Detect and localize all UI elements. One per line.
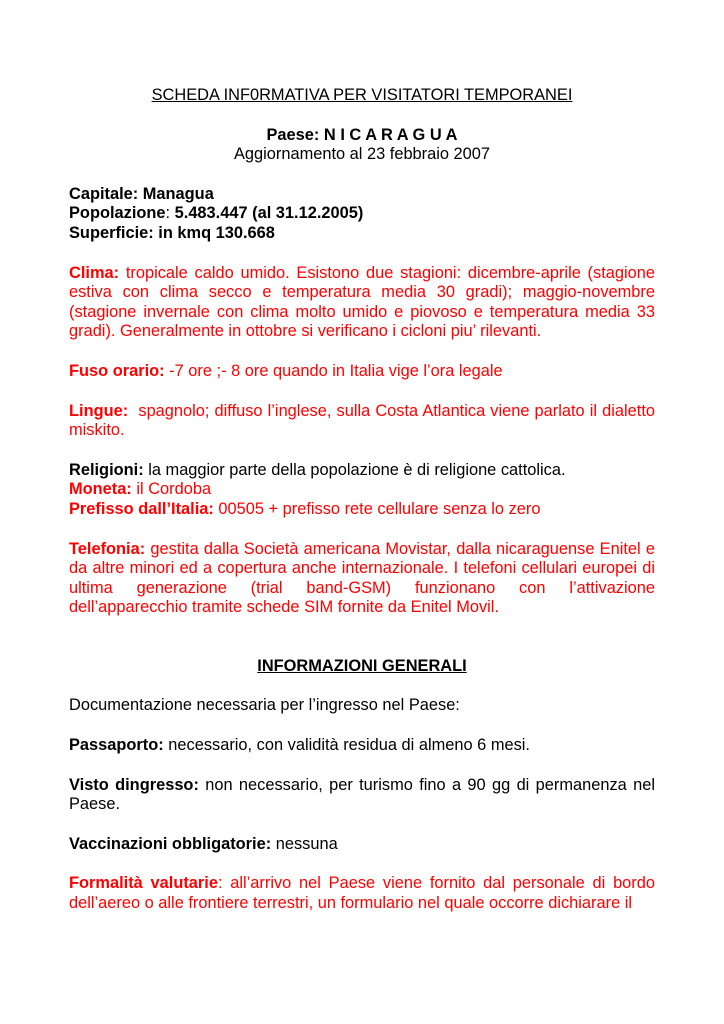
prefix-label: Prefisso dall’Italia: <box>69 499 214 518</box>
languages-paragraph <box>69 401 660 441</box>
vaccinations-text: nessuna <box>271 834 338 853</box>
climate-paragraph <box>69 264 655 342</box>
currency-text: il Cordoba <box>131 480 212 499</box>
telephony-text: gestita dalla Società americana Movistar, dalla nicaraguense Enitel e da altre minori ed a copertura anche internazionale. I telefoni cellulari europei di ultima generazione (trial band-GSM) funzionano con l’attivazione dell’apparecchio tramite schede SIM fornite da Enitel Movil. <box>69 539 655 617</box>
country-line <box>69 126 655 146</box>
country-name: N I C A R A G U A <box>323 125 458 144</box>
population-colon: : <box>165 204 171 223</box>
passport-paragraph <box>69 736 655 756</box>
religions-paragraph <box>69 461 655 481</box>
timezone-label: Fuso orario: <box>69 361 165 380</box>
passport-text: necessario, con validità residua di almeno 6 mesi. <box>163 736 530 755</box>
climate-label: Clima: <box>69 263 120 282</box>
telephony-label: Telefonia: <box>69 539 146 558</box>
currency-formalities-label: Formalità valutarie <box>69 874 218 893</box>
document-title: SCHEDA INF0RMATIVA PER VISITATORI TEMPORANEI <box>151 86 573 104</box>
visa-label: Visto dingresso: <box>69 775 199 794</box>
area: Superficie: in kmq 130.668 <box>69 223 275 242</box>
document-body <box>69 86 660 914</box>
capital: Capitale: Managua <box>69 184 214 203</box>
languages-label: Lingue: <box>69 401 129 420</box>
telephony-paragraph <box>69 540 655 618</box>
update-date: Aggiornamento al 23 febbraio 2007 <box>233 145 491 164</box>
currency-formalities-paragraph <box>69 874 655 913</box>
population-value: 5.483.447 (al 31.12.2005) <box>170 204 364 223</box>
vaccinations-paragraph <box>69 835 655 855</box>
population <box>69 204 655 224</box>
general-info-heading: INFORMAZIONI GENERALI <box>257 656 467 675</box>
passport-label: Passaporto: <box>69 736 164 755</box>
religions-text: la maggior parte della popolazione è di religione cattolica. <box>143 460 566 479</box>
currency-label: Moneta: <box>69 480 132 499</box>
languages-text: spagnolo; diffuso l’inglese, sulla Costa Atlantica viene parlato il dialetto miskito. <box>69 401 660 440</box>
documents-intro: Documentazione necessaria per l’ingresso nel Paese: <box>69 696 460 715</box>
currency-formalities-text: : all’arrivo nel Paese viene fornito dal personale di bordo dell’aereo o alle frontiere terrestri, un formulario nel quale occorre dichiarare il <box>69 874 655 913</box>
vaccinations-label: Vaccinazioni obbligatorie: <box>69 834 272 853</box>
country-label: Paese: <box>266 125 324 144</box>
visa-paragraph <box>69 776 655 815</box>
currency-paragraph <box>69 480 655 500</box>
population-label: Popolazione <box>69 204 166 223</box>
prefix-text: 00505 + prefisso rete cellulare senza lo zero <box>213 499 541 518</box>
timezone-text: -7 ore ;- 8 ore quando in Italia vige l’ora legale <box>164 361 503 380</box>
climate-text: tropicale caldo umido. Esistono due stagioni: dicembre-aprile (stagione estiva con clima secco e temperatura media 30 gradi); maggio-novembre (stagione invernale con clima molto umido e piovoso e temperatura media 33 gradi). Generalmente in ottobre si verificano i cicloni piu’ rilevanti. <box>69 263 655 341</box>
visa-text: non necessario, per turismo fino a 90 gg di permanenza nel Paese. <box>69 775 655 814</box>
prefix-paragraph <box>69 500 655 520</box>
religions-label: Religioni: <box>69 460 144 479</box>
timezone-paragraph <box>69 362 655 382</box>
